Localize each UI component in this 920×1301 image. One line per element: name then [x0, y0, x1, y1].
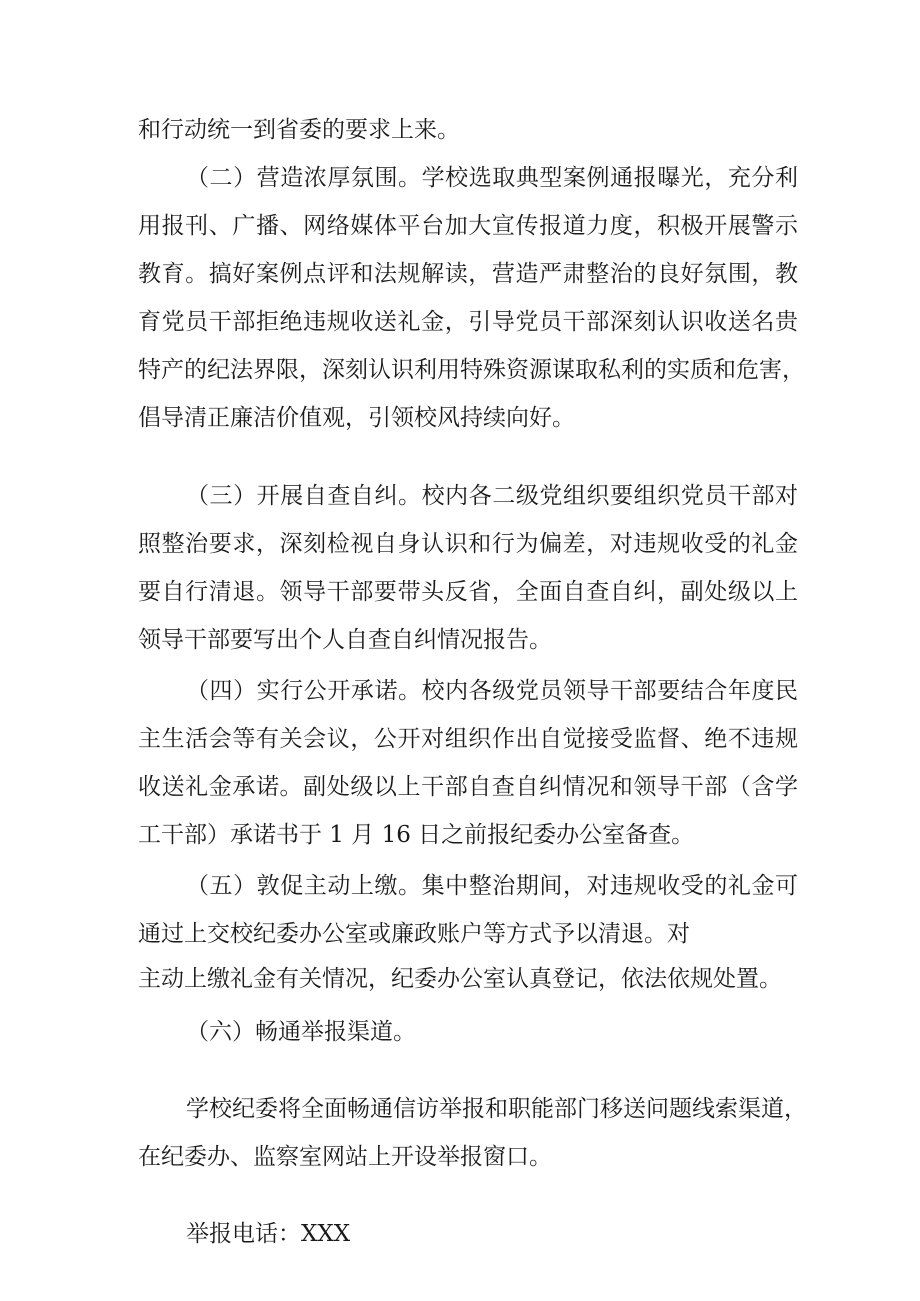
section-6-heading-line: （六）畅通举报渠道。 [186, 1019, 416, 1045]
text-line: 用报刊、广播、网络媒体平台加大宣传报道力度，积极开展警示 [138, 213, 798, 239]
text-line: 通过上交校纪委办公室或廉政账户等方式予以清退。对 [138, 921, 690, 947]
text-line: 育党员干部拒绝违规收送礼金，引导党员干部深刻认识收送名贵 [138, 309, 798, 335]
text-line: 要自行清退。领导干部要带头反省，全面自查自纠，副处级以上 [138, 579, 798, 605]
report-phone-line: 举报电话：XXX [186, 1221, 351, 1247]
text-line: 领导干部要写出个人自查自纠情况报告。 [138, 627, 552, 653]
section-5-heading-line: （五）敦促主动上缴。集中整治期间，对违规收受的礼金可 [186, 873, 798, 899]
text-line: 工干部）承诺书于 1 月 16 日之前报纪委办公室备查。 [138, 822, 695, 848]
section-3-heading-line: （三）开展自查自纠。校内各二级党组织要组织党员干部对 [186, 483, 798, 509]
text-line: 收送礼金承诺。副处级以上干部自查自纠情况和领导干部（含学 [138, 774, 798, 800]
text-line: 教育。搞好案例点评和法规解读，营造严肃整治的良好氛围，教 [138, 261, 798, 287]
text-line: 学校纪委将全面畅通信访举报和职能部门移送问题线索渠道， [186, 1096, 807, 1122]
text-line: 倡导清正廉洁价值观，引领校风持续向好。 [138, 405, 575, 431]
text-line: 在纪委办、监察室网站上开设举报窗口。 [138, 1144, 552, 1170]
section-4-heading-line: （四）实行公开承诺。校内各级党员领导干部要结合年度民 [186, 678, 798, 704]
text-line: 主动上缴礼金有关情况，纪委办公室认真登记，依法依规处置。 [138, 966, 782, 992]
section-2-heading-line: （二）营造浓厚氛围。学校选取典型案例通报曝光，充分利 [186, 165, 798, 191]
text-line: 照整治要求，深刻检视自身认识和行为偏差，对违规收受的礼金 [138, 531, 798, 557]
text-line: 主生活会等有关会议，公开对组织作出自觉接受监督、绝不违规 [138, 726, 798, 752]
text-line: 特产的纪法界限，深刻认识利用特殊资源谋取私利的实质和危害， [138, 357, 805, 383]
text-line: 和行动统一到省委的要求上来。 [138, 117, 460, 143]
